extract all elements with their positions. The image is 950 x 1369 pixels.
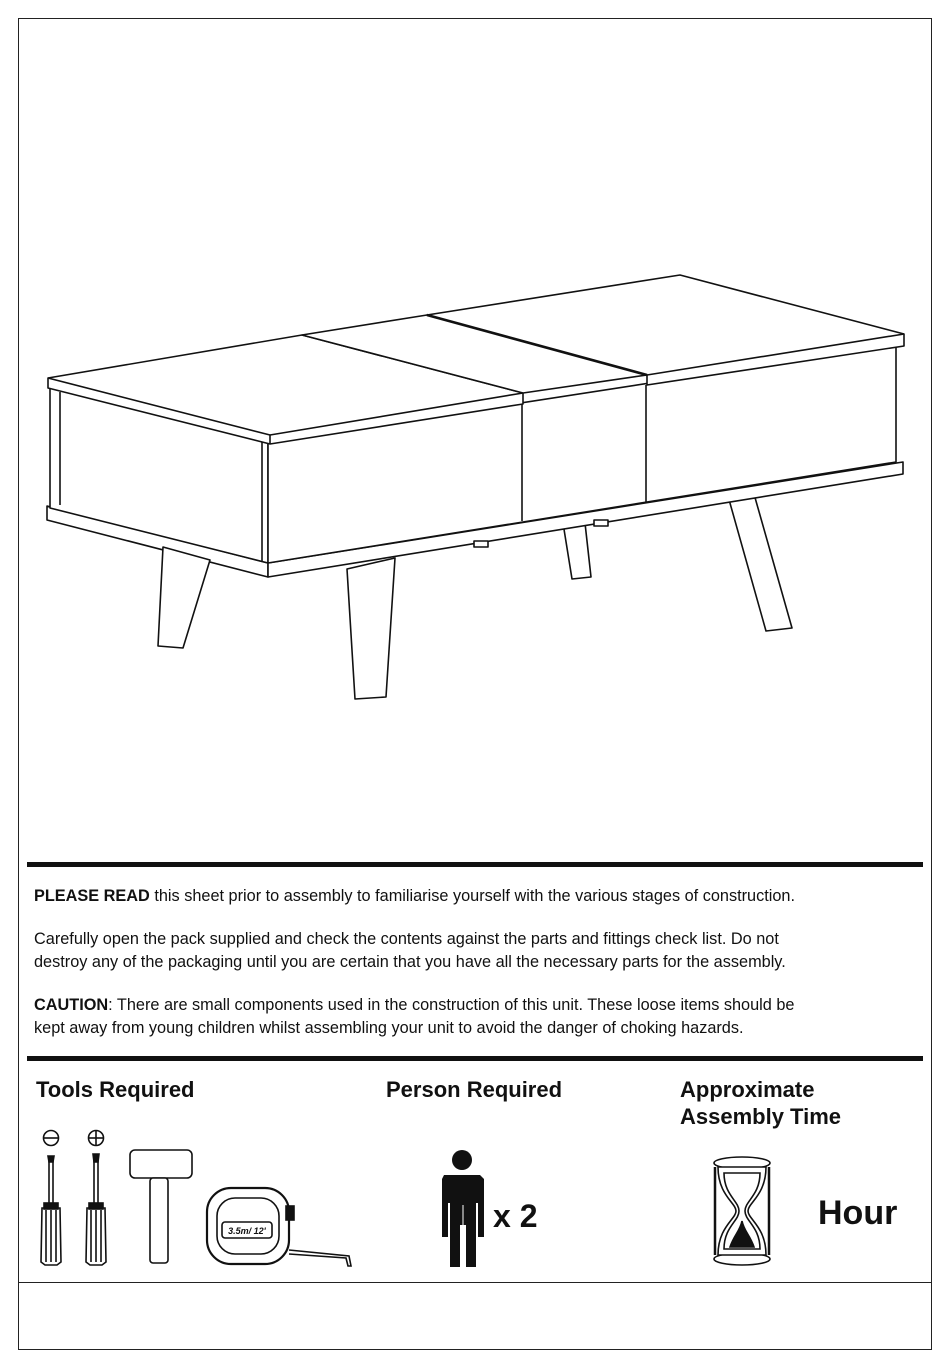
please-read-text: this sheet prior to assembly to familiarise yourself with the various stages of construction. xyxy=(149,887,796,905)
assembly-time-heading-line-1: Approximate xyxy=(680,1077,815,1102)
please-read-label: PLEASE READ xyxy=(34,887,150,905)
flathead-screwdriver-icon xyxy=(41,1156,61,1265)
phillips-screwdriver-icon xyxy=(86,1154,106,1265)
phillips-symbol-icon xyxy=(89,1131,104,1146)
coffee-table-illustration xyxy=(30,260,920,710)
person-required-heading: Person Required xyxy=(386,1077,563,1102)
assembly-time-unit: Hour xyxy=(818,1194,898,1232)
caution-line-2: kept away from young children whilst assembling your unit to avoid the danger of choking hazards. xyxy=(34,1019,744,1037)
open-pack-note xyxy=(34,928,914,974)
caution-note xyxy=(34,994,914,1040)
person-count: x 2 xyxy=(493,1198,538,1234)
caution-label: CAUTION xyxy=(34,996,109,1014)
person-icon xyxy=(430,1145,500,1270)
assembly-time-heading xyxy=(680,1076,900,1130)
assembly-notes xyxy=(34,885,914,1060)
please-read-note xyxy=(34,885,914,908)
tools-illustration xyxy=(30,1125,360,1275)
tools-required-heading: Tools Required xyxy=(36,1077,195,1102)
section-divider-bottom xyxy=(27,1056,923,1061)
hourglass-icon xyxy=(706,1155,786,1267)
hammer-icon xyxy=(130,1150,192,1263)
flathead-symbol-icon xyxy=(44,1131,59,1146)
tape-measure-label: 3.5m/ 12' xyxy=(228,1226,266,1236)
assembly-time-heading-line-2: Assembly Time xyxy=(680,1104,842,1129)
open-pack-line-2: destroy any of the packaging until you are certain that you have all the necessary parts for the assembly. xyxy=(34,953,786,971)
caution-line-1: : There are small components used in the construction of this unit. These loose items should be xyxy=(108,996,795,1014)
open-pack-line-1: Carefully open the pack supplied and check the contents against the parts and fittings check list. Do not xyxy=(34,930,779,948)
section-divider-top xyxy=(27,862,923,867)
footer-divider xyxy=(18,1282,932,1283)
